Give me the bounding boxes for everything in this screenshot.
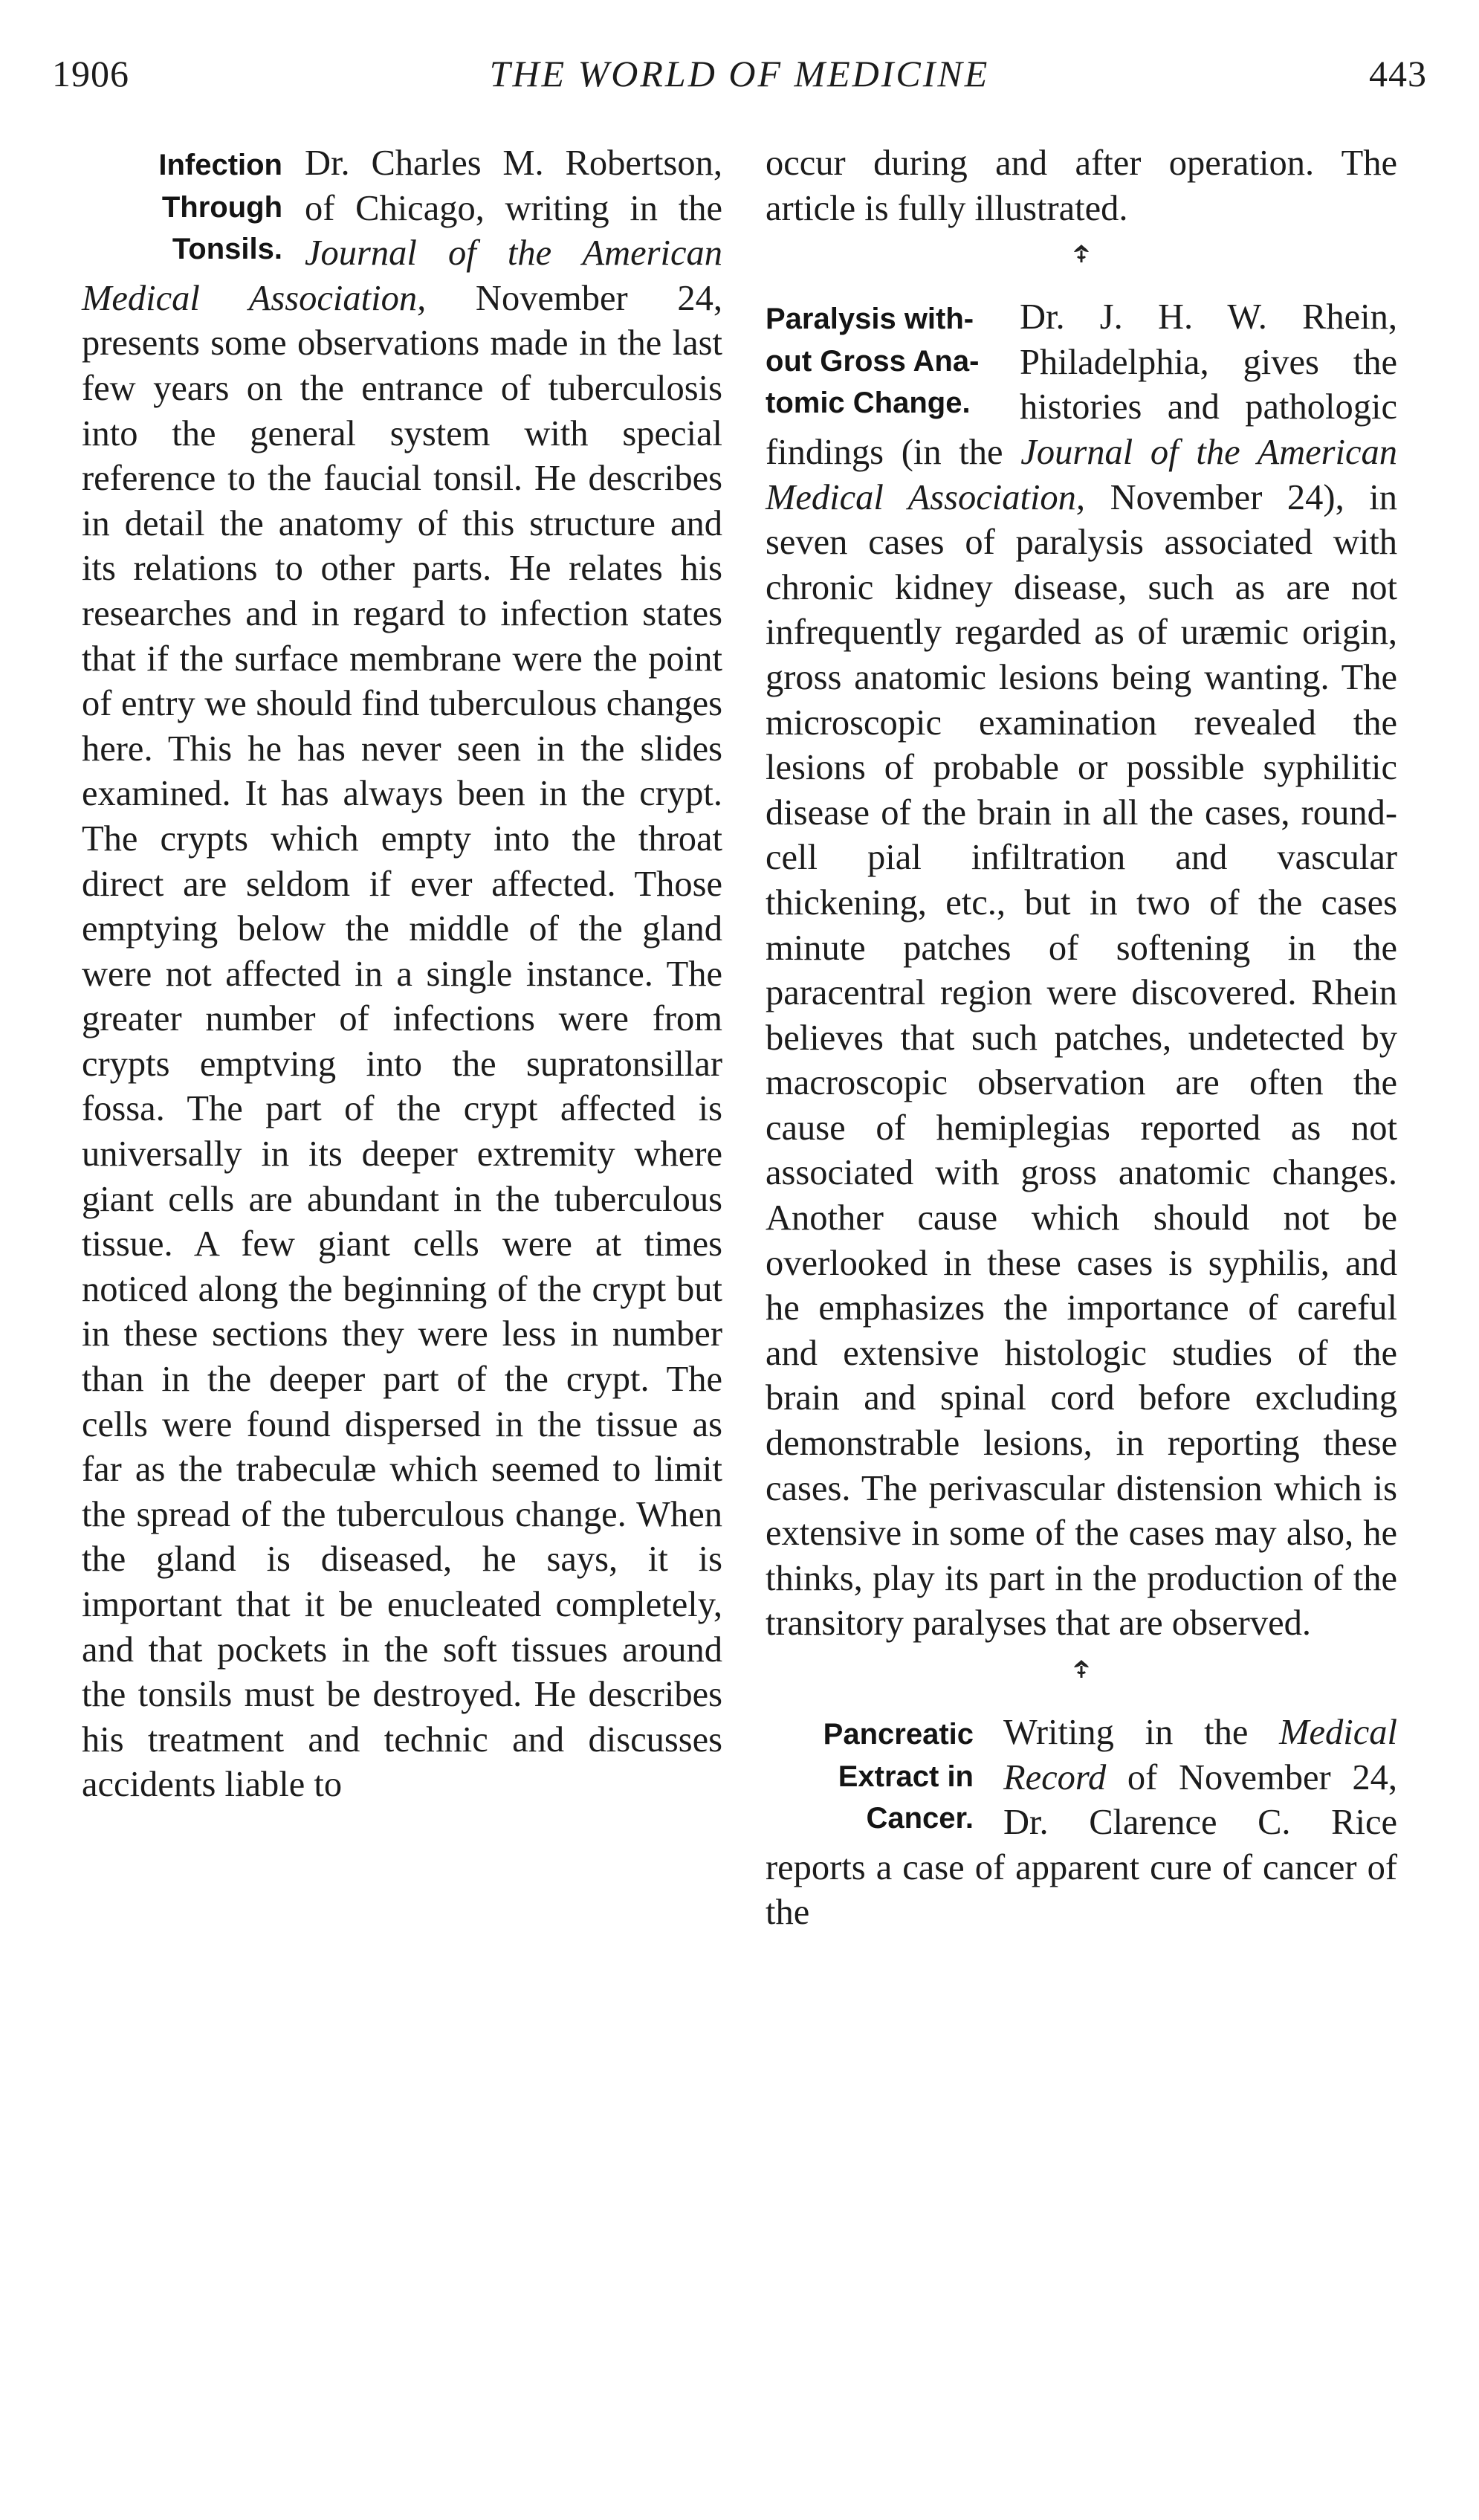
body-text: Writing in the [1003,1713,1280,1752]
side-heading-line: Cancer. [866,1802,974,1835]
fleuron-icon [1072,1658,1091,1681]
side-heading-infection-through-tonsils [82,144,282,271]
side-heading-pancreatic-extract [766,1713,974,1840]
body-text: November 24, presents some observations made in the last few years on the entrance of tuberculosis into the general system with special reference to the faucial tonsil. He describes in detail the anatomy of this structure and its relations to other parts. He relates his researches and in regard to infection states that if the surface membrane were the point of entry we should find tuberculous changes here. This he has never seen in the slides examined. It has always been in the crypt. The crypts which empty into the throat direct are seldom if ever affected. Those emptying below the middle of the gland were not affected in a single instance. The greater number of infections were from crypts emptving into the supratonsillar fossa. The part of the crypt affected is universally in its deeper extremity where giant cells are abundant in the tuberculous tissue. A few giant cells were at times noticed along the beginning of the crypt but in these sections they were less in number than in the deeper part of the crypt. The cells were found dispersed in the tissue as far as the trabeculæ which seemed to limit the spread of the tuberculous change. When the gland is diseased, he says, it is important that it be enucleated completely, and that pockets in the soft tissues around the tonsils must be destroyed. He describes his treatment and technic and discusses accidents liable to [82,278,722,1805]
header-year: 1906 [52,53,129,94]
side-heading-line: tomic Change. [766,387,971,420]
article-paralysis-body [766,295,1397,1647]
side-heading-line: Paralysis with- [766,303,974,336]
side-heading-line: Tonsils. [172,233,282,265]
side-heading-paralysis [766,298,1003,424]
body-text: of November 24, Dr. Clarence C. Rice reports a case of apparent cure of cancer of the [766,1757,1397,1933]
side-heading-line: Extract in [838,1760,974,1793]
side-heading-line: Through [161,190,282,224]
fleuron-icon [1072,243,1091,265]
right-column [766,141,1397,1936]
body-text: Dr. Charles M. Robertson, of Chicago, writing in the [305,143,722,228]
page-number: 443 [1369,53,1427,94]
header-title: THE WORLD OF MEDICINE [489,53,990,94]
body-text: Dr. J. H. W. Rhein, Philadelphia, gives the histories and pathologic findings (in the [766,297,1397,472]
side-heading-line: Pancreatic [823,1718,974,1751]
running-header [0,52,1479,104]
side-heading-line: Infection [158,149,282,181]
journal-title: Journal of the American Medical Association, [82,233,722,318]
section-ornament [766,1647,1397,1710]
article-infection-body [82,141,722,1808]
continuation-text: occur during and after operation. The article is fully illustrated. [766,143,1397,228]
left-column [82,141,722,1808]
journal-title: Medical Record [1003,1713,1397,1797]
side-heading-line: out Gross Ana- [766,344,980,378]
body-text: November 24), in seven cases of paralysis associated with chronic kidney disease, such as are not infrequently regarded as of uræmic origin, gross anatomic lesions being wanting. The microscopic examination revealed the lesions of probable or possible syphilitic disease of the brain in all the cases, round-cell pial infiltration and vascular thickening, etc., but in two of the cases minute patches of softening in the paracentral region were discovered. Rhein believes that such patches, undetected by macroscopic observation are often the cause of hemiplegias reported as not associated with gross anatomic changes. Another cause which should not be overlooked in these cases is syphilis, and he emphasizes the importance of careful and extensive histologic studies of the brain and spinal cord before excluding demonstrable lesions, in reporting these cases. The perivascular distension which is extensive in some of the cases may also, he thinks, play its part in the production of the transitory paralyses that are observed. [766,477,1397,1644]
journal-title: Journal of the American Medical Association, [766,432,1398,517]
section-ornament [766,231,1397,295]
